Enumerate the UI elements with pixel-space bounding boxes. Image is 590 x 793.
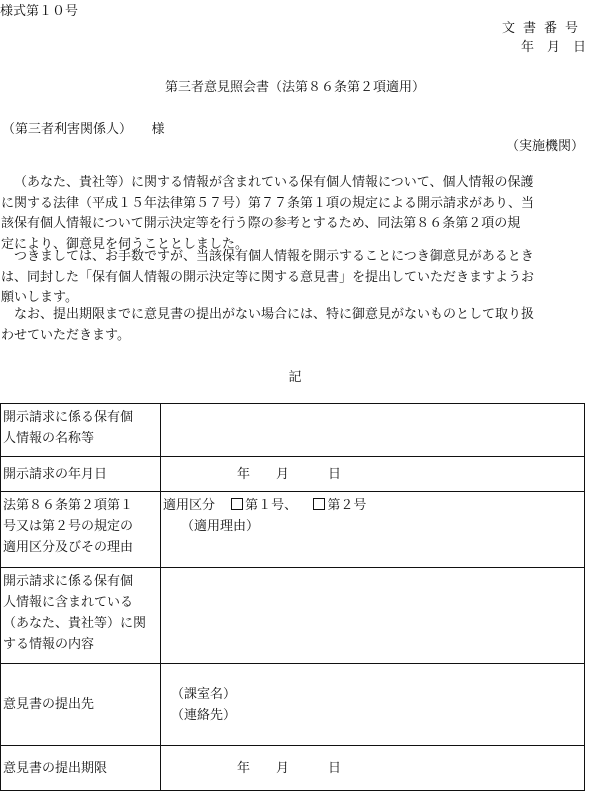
application-reason-label: （適用理由） [181, 519, 260, 534]
table-row [1, 404, 585, 457]
row-value-submission-deadline[interactable]: 年 月 日 [161, 746, 585, 791]
section-mark-ki: 記 [288, 370, 302, 385]
checkbox-item-1[interactable] [231, 498, 243, 510]
checkbox-item-2-label: 第２号 [327, 498, 367, 513]
document-title: 第三者意見照会書（法第８６条第２項適用） [164, 80, 425, 95]
row-label-info-name: 開示請求に係る保有個 人情報の名称等 [1, 404, 161, 457]
implementing-agency: （実施機関） [505, 139, 584, 154]
contact-label: （連絡先） [171, 707, 237, 723]
body-paragraph-1 [1, 173, 589, 255]
row-value-application-category [161, 492, 585, 568]
row-label-request-date: 開示請求の年月日 [1, 457, 161, 492]
row-label-info-content: 開示請求に係る保有個 人情報に含まれている （あなた、貴社等）に関 する情報の内容 [1, 568, 161, 664]
row-label-submission-deadline: 意見書の提出期限 [1, 746, 161, 791]
body-paragraph-3 [1, 305, 589, 346]
paragraph-line: わせていただきます。 [1, 327, 130, 343]
row-value-request-date[interactable]: 年 月 日 [161, 457, 585, 492]
table-row [1, 457, 585, 492]
category-label: 適用区分 [163, 498, 216, 513]
document-date-label: 年 月 日 [520, 40, 586, 55]
paragraph-line: 定により、御意見を伺うこととしました。 [1, 236, 249, 252]
table-row [1, 746, 585, 791]
paragraph-line: （あなた、貴社等）に関する情報が含まれている保有個人情報について、個人情報の保護 [14, 175, 534, 190]
table-row [1, 568, 585, 664]
paragraph-line: なお、提出期限までに意見書の提出がない場合には、特に御意見がないものとして取り扱 [14, 307, 535, 322]
row-label-submission-destination: 意見書の提出先 [1, 664, 161, 746]
document-number-label: 文書番号 [501, 21, 586, 36]
section-name-label: （課室名） [171, 686, 237, 702]
addressee: （第三者利害関係人） 様 [2, 122, 165, 137]
body-paragraph-2 [1, 247, 589, 309]
form-number: 様式第１０号 [0, 4, 79, 19]
row-value-info-content[interactable] [161, 568, 585, 664]
table-row [1, 492, 585, 568]
row-value-submission-destination[interactable] [161, 664, 585, 746]
opinion-table [0, 403, 585, 791]
paragraph-line: 該保有個人情報について開示決定等を行う際の参考とするため、同法第８６条第２項の規 [1, 216, 521, 231]
row-label-application-category: 法第８６条第２項第１ 号又は第２号の規定の 適用区分及びその理由 [1, 492, 161, 568]
checkbox-item-1-label: 第１号、 [245, 498, 298, 513]
paragraph-line: 願いします。 [1, 290, 78, 305]
paragraph-line: は、同封した「保有個人情報の開示決定等に関する意見書」を提出していただきますようお [1, 269, 535, 285]
paragraph-line: つきましては、お手数ですが、当該保有個人情報を開示することにつき御意見があるとき [14, 249, 534, 264]
table-row [1, 664, 585, 746]
row-value-info-name[interactable] [161, 404, 585, 457]
paragraph-line: に関する法律（平成１５年法律第５７号）第７７条第１項の規定による開示請求があり、当 [1, 195, 535, 211]
checkbox-item-2[interactable] [313, 498, 325, 510]
